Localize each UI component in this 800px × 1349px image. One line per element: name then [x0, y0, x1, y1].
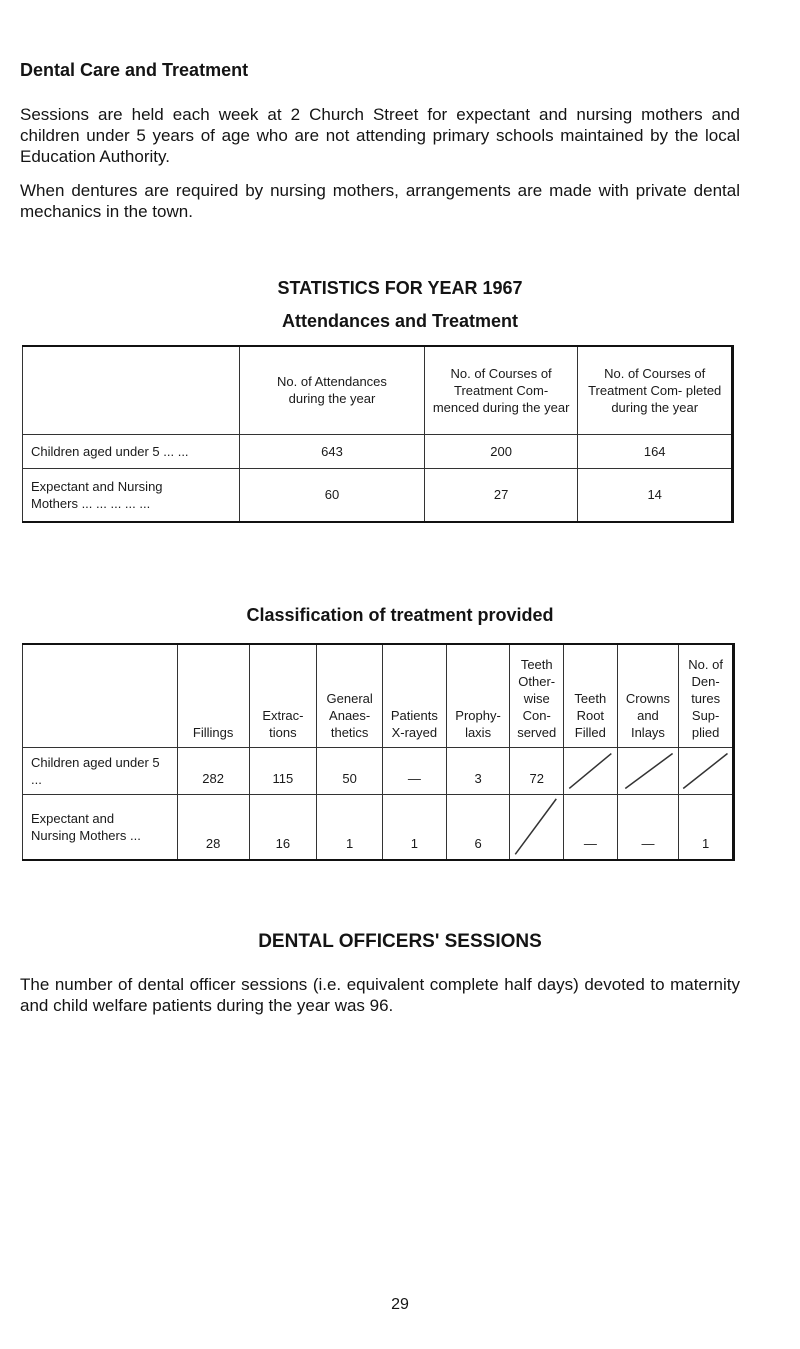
cell-crowns-children — [617, 747, 679, 794]
cell-anaesthetics-children: 50 — [317, 747, 383, 794]
class-header-xrayed: Patients X-rayed — [383, 644, 447, 747]
row-label-mothers: Expectant and Nursing Mothers ... ... ... ... ... — [23, 468, 240, 522]
cell-fillings-children: 282 — [177, 747, 249, 794]
table-row — [23, 794, 734, 860]
table-row — [23, 468, 733, 522]
attendance-header-completed: No. of Courses of Treatment Com- pleted during the year — [588, 365, 722, 415]
class-row-label-children: Children aged under 5 ... — [23, 747, 178, 794]
attendance-header-attendances: No. of Attendances during the year — [240, 346, 425, 434]
class-header-fillings: Fillings — [177, 644, 249, 747]
cell-completed-mothers: 14 — [647, 487, 662, 503]
class-header-crowns: Crowns and Inlays — [617, 644, 679, 747]
cell-fillings-mothers: 28 — [177, 794, 249, 860]
cell-attendances-mothers: 60 — [240, 468, 425, 522]
class-header-anaesthetics: General Anaes- thetics — [317, 644, 383, 747]
cell-anaesthetics-mothers: 1 — [317, 794, 383, 860]
sessions-heading: DENTAL OFFICERS' SESSIONS — [258, 931, 542, 952]
cell-xrayed-mothers: 1 — [383, 794, 447, 860]
section-title: Dental Care and Treatment — [20, 60, 249, 80]
attendance-header-row — [23, 346, 733, 434]
stats-heading: STATISTICS FOR YEAR 1967 — [277, 278, 523, 298]
cell-root-filled-children — [564, 747, 618, 794]
classification-heading: Classification of treatment provided — [246, 605, 554, 625]
strike-mark-icon — [679, 748, 732, 794]
strike-mark-icon — [564, 748, 617, 794]
attendances-heading: Attendances and Treatment — [281, 311, 519, 331]
class-header-extractions: Extrac- tions — [249, 644, 317, 747]
class-header-prophylaxis: Prophy- laxis — [446, 644, 510, 747]
cell-commenced-children: 200 — [424, 434, 578, 468]
classification-header-row — [23, 644, 734, 747]
cell-crowns-mothers: — — [617, 794, 679, 860]
class-header-blank — [23, 644, 178, 747]
cell-xrayed-children: — — [383, 747, 447, 794]
table-row — [23, 434, 733, 468]
class-row-label-mothers: Expectant and Nursing Mothers ... — [23, 794, 178, 860]
attendance-header-commenced: No. of Courses of Treatment Com- menced during the year — [424, 346, 578, 434]
row-label-children: Children aged under 5 ... ... — [23, 434, 240, 468]
dentures-paragraph: When dentures are required by nursing mothers, arrangements are made with private dental mechanics in the town. — [20, 181, 740, 221]
strike-mark-icon — [618, 748, 679, 794]
page-number: 29 — [391, 1296, 409, 1313]
attendance-table — [22, 345, 734, 523]
cell-dentures-mothers: 1 — [702, 836, 710, 851]
class-header-conserved: Teeth Other- wise Con- served — [510, 644, 564, 747]
cell-attendances-children: 643 — [240, 434, 425, 468]
classification-table — [22, 643, 735, 861]
cell-commenced-mothers: 27 — [424, 468, 578, 522]
cell-conserved-children: 72 — [510, 747, 564, 794]
strike-mark-icon — [510, 795, 563, 860]
sessions-paragraph: The number of dental officer sessions (i.e. equivalent complete half days) devoted to maternity and child welfare patients during the year was 96. — [20, 975, 740, 1015]
table-row — [23, 747, 734, 794]
cell-completed-children: 164 — [643, 443, 666, 459]
class-header-root-filled: Teeth Root Filled — [564, 644, 618, 747]
intro-paragraph: Sessions are held each week at 2 Church Street for expectant and nursing mothers and children under 5 years of age who are not attending primary schools maintained by the local Education Authority. — [20, 105, 740, 166]
attendance-header-blank — [23, 346, 240, 434]
class-header-dentures: No. of Den- tures Sup- plied — [688, 656, 723, 740]
cell-extractions-mothers: 16 — [249, 794, 317, 860]
cell-root-filled-mothers: — — [564, 794, 618, 860]
cell-extractions-children: 115 — [249, 747, 317, 794]
cell-prophylaxis-children: 3 — [446, 747, 510, 794]
cell-prophylaxis-mothers: 6 — [446, 794, 510, 860]
cell-conserved-mothers — [510, 794, 564, 860]
cell-dentures-children — [679, 747, 734, 794]
